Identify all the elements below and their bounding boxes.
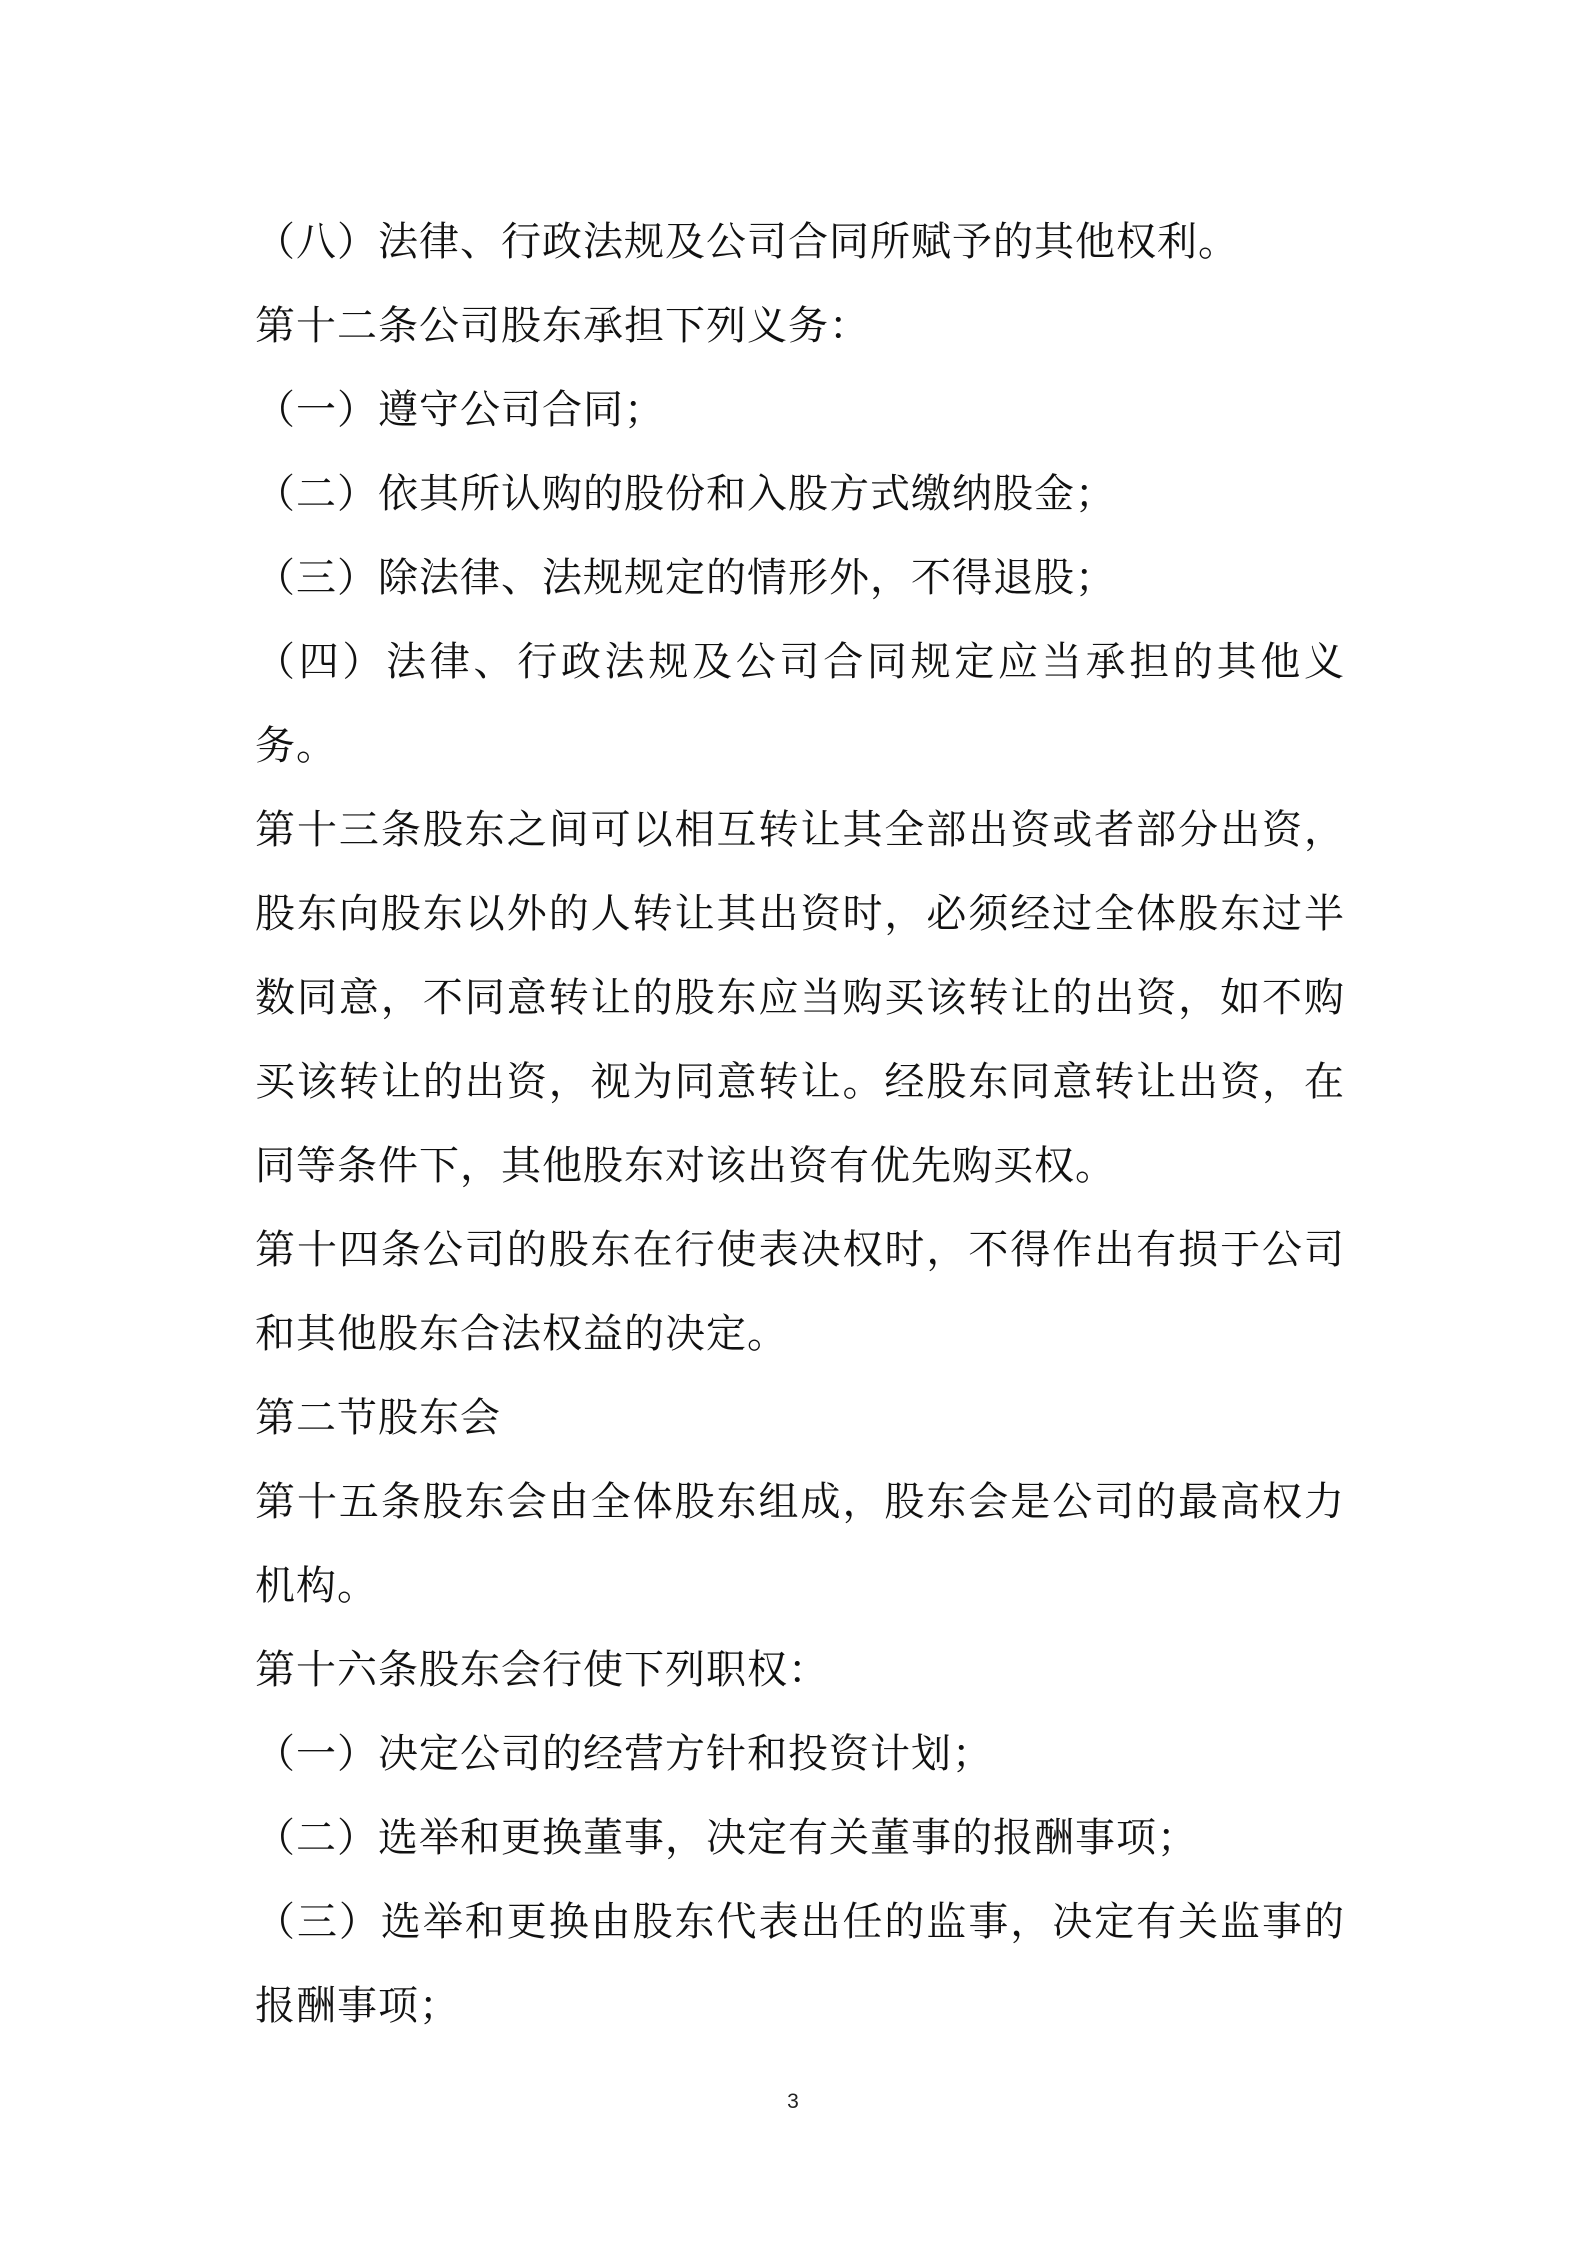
page-number: 3: [787, 2090, 799, 2113]
paragraph-duty-4: （四）法律、行政法规及公司合同规定应当承担的其他义务。: [255, 639, 1345, 769]
section-heading-shareholders-meeting: 第二节股东会: [255, 1395, 501, 1441]
paragraph-article-16: 第十六条股东会行使下列职权：: [255, 1647, 829, 1693]
paragraph-duty-3: （三）除法律、法规规定的情形外，不得退股；: [255, 555, 1116, 601]
paragraph-power-1: （一）决定公司的经营方针和投资计划；: [255, 1731, 993, 1777]
paragraph-article-15: 第十五条股东会由全体股东组成，股东会是公司的最高权力机构。: [255, 1479, 1345, 1609]
paragraph-item-8-rights: （八）法律、行政法规及公司合同所赋予的其他权利。: [255, 219, 1239, 265]
paragraph-power-2: （二）选举和更换董事，决定有关董事的报酬事项；: [255, 1815, 1198, 1861]
document-body: [255, 200, 1345, 2048]
paragraph-article-14: 第十四条公司的股东在行使表决权时，不得作出有损于公司和其他股东合法权益的决定。: [255, 1227, 1345, 1357]
paragraph-article-12: 第十二条公司股东承担下列义务：: [255, 303, 870, 349]
paragraph-duty-2: （二）依其所认购的股份和入股方式缴纳股金；: [255, 471, 1116, 517]
paragraph-power-3: （三）选举和更换由股东代表出任的监事，决定有关监事的报酬事项；: [255, 1899, 1345, 2029]
paragraph-article-13: 第十三条股东之间可以相互转让其全部出资或者部分出资，股东向股东以外的人转让其出资时，必须经过全体股东过半数同意，不同意转让的股东应当购买该转让的出资，如不购买该转让的出资，视为同意转让。经股东同意转让出资，在同等条件下，其他股东对该出资有优先购买权。: [255, 807, 1345, 1189]
paragraph-duty-1: （一）遵守公司合同；: [255, 387, 665, 433]
